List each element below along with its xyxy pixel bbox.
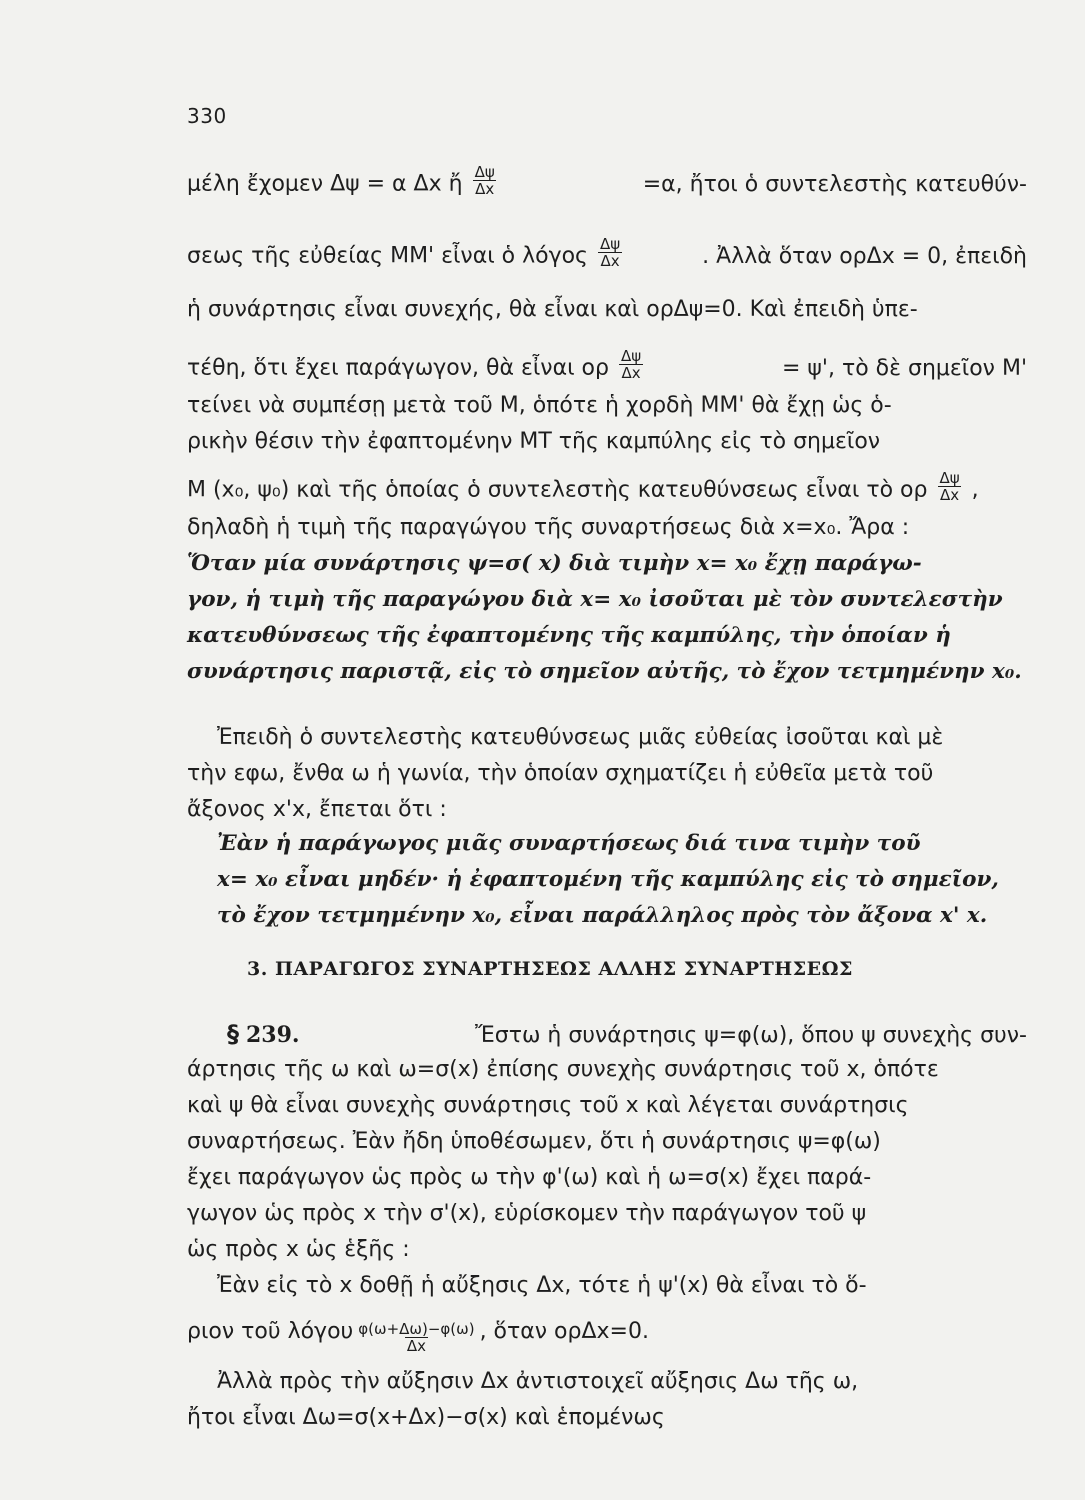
fraction [619,348,643,381]
text-segment: =α, ἤτοι ὁ συντελεστὴς κατευθύν- [642,171,1027,197]
text-segment: ριον τοῦ λόγου [187,1319,354,1344]
text-line: ἡ συνάρτησις εἶναι συνεχής, θὰ εἶναι καὶ ορΔψ=0. Καὶ ἐπειδὴ ὑπε- [187,297,918,322]
page-number: 330 [187,104,227,128]
theorem-line: Ἐὰν ἡ παράγωγος μιᾶς συναρτήσεως διά τινα τιμὴν τοῦ [217,831,921,856]
text-segment: , [971,477,979,503]
text-line: δηλαδὴ ἡ τιμὴ τῆς παραγώγου τῆς συναρτήσεως διὰ x=x₀. Ἄρα : [187,515,910,540]
theorem-line: συνάρτησις παριστᾷ, εἰς τὸ σημεῖον αὐτῆς, τὸ ἔχον τετμημένην x₀. [187,659,1022,684]
fraction-numerator: Δψ [599,235,621,253]
text-line: άρτησις τῆς ω καὶ ω=σ(x) ἐπίσης συνεχὴς συνάρτησις τοῦ x, ὁπότε [187,1057,939,1082]
section-sign: § [227,1020,239,1048]
text-segment: , ὅταν ορΔx=0. [479,1319,649,1344]
text-line: Ἐὰν εἰς τὸ x δοθῇ ἡ αὔξησις Δx, τότε ἡ ψ'(x) θὰ εἶναι τὸ ὅ- [217,1273,867,1298]
theorem-line: Ὅταν μία συνάρτησις ψ=σ( x) διὰ τιμὴν x= x₀ ἔχῃ παράγω- [187,551,922,576]
fraction [598,236,622,269]
theorem-line: τὸ ἔχον τετμημένην x₀, εἶναι παράλληλος πρὸς τὸν ἄξονα x' x. [217,903,988,928]
text-segment: μέλη ἔχομεν Δψ = α Δx ἤ [187,171,463,197]
text-line: τείνει νὰ συμπέσῃ μετὰ τοῦ Μ, ὁπότε ἡ χορδὴ ΜΜ' θὰ ἔχῃ ὡς ὁ- [187,393,892,418]
text-line [187,469,1027,507]
text-line: ἔχει παράγωγον ὡς πρὸς ω τὴν φ'(ω) καὶ ἡ ω=σ(x) ἔχει παρά- [187,1165,872,1190]
text-line: ἄξονος x'x, ἔπεται ὅτι : [187,797,447,822]
section-number: 239. [246,1022,300,1048]
text-line [187,347,1027,385]
text-segment: . Ἀλλὰ ὅταν ορΔx = 0, ἐπειδὴ [702,243,1027,269]
text-line: Ἀλλὰ πρὸς τὴν αὔξησιν Δx ἀντιστοιχεῖ αὔξησις Δω τῆς ω, [217,1369,859,1394]
theorem-line: γον, ἡ τιμὴ τῆς παραγώγου διὰ x= x₀ ἰσοῦται μὲ τὸν συντελεστὴν [187,587,1003,612]
fraction-denominator: Δx [621,364,641,382]
text-line: τὴν εφω, ἔνθα ω ἡ γωνία, τὴν ὁποίαν σχηματίζει ἡ εὐθεῖα μετὰ τοῦ [187,761,934,786]
fraction-denominator: Δx [406,1337,426,1355]
text-segment: Μ (x₀, ψ₀) καὶ τῆς ὁποίας ὁ συντελεστὴς κατευθύνσεως εἶναι τὸ ορ [187,477,928,503]
fraction-denominator: Δx [475,180,495,198]
theorem-line: x= x₀ εἶναι μηδέν· ἡ ἐφαπτομένη τῆς καμπύλης εἰς τὸ σημεῖον, [217,867,999,892]
text-line [187,163,1027,201]
fraction-numerator: Δψ [939,469,960,487]
section-heading: 3. ΠΑΡΑΓΩΓΟΣ ΣΥΝΑΡΤΗΣΕΩΣ ΑΛΛΗΣ ΣΥΝΑΡΤΗΣΕΩΣ [247,958,853,980]
theorem-line: κατευθύνσεως τῆς ἐφαπτομένης τῆς καμπύλης, τὴν ὁποίαν ἡ [187,623,951,648]
fraction [473,164,497,197]
text-line: ρικὴν θέσιν τὴν ἐφαπτομένην ΜΤ τῆς καμπύλης εἰς τὸ σημεῖον [187,429,881,454]
fraction-numerator: Δψ [620,347,642,365]
text-line [187,235,1027,273]
fraction-denominator: Δx [939,486,960,504]
fraction-numerator: φ(ω+Δω)−φ(ω) [358,1320,475,1338]
text-line [187,1318,1027,1358]
text-segment: Ἔστω ἡ συνάρτησις ψ=φ(ω), ὅπου ψ συνεχὴς συν- [475,1023,1027,1048]
text-line: συναρτήσεως. Ἐὰν ἤδη ὑποθέσωμεν, ὅτι ἡ συνάρτησις ψ=φ(ω) [187,1129,881,1154]
text-segment: τέθη, ὅτι ἔχει παράγωγον, θὰ εἶναι ορ [187,355,609,381]
fraction-numerator: Δψ [474,163,495,181]
text-segment: σεως τῆς εὐθείας ΜΜ' εἶναι ὁ λόγος [187,243,588,269]
text-line: καὶ ψ θὰ εἶναι συνεχὴς συνάρτησις τοῦ x καὶ λέγεται συνάρτησις [187,1093,909,1118]
text-line: γωγον ὡς πρὸς x τὴν σ'(x), εὑρίσκομεν τὴν παράγωγον τοῦ ψ [187,1201,867,1226]
fraction [356,1321,476,1354]
fraction [937,470,961,503]
text-line: ὡς πρὸς x ὡς ἑξῆς : [187,1237,410,1262]
text-segment: = ψ', τὸ δὲ σημεῖον Μ' [781,355,1027,381]
text-line [227,1020,1027,1050]
fraction-denominator: Δx [600,252,620,270]
text-line: ἤτοι εἶναι Δω=σ(x+Δx)−σ(x) καὶ ἑπομένως [187,1405,665,1430]
text-line: Ἐπειδὴ ὁ συντελεστὴς κατευθύνσεως μιᾶς εὐθείας ἰσοῦται καὶ μὲ [217,725,944,750]
